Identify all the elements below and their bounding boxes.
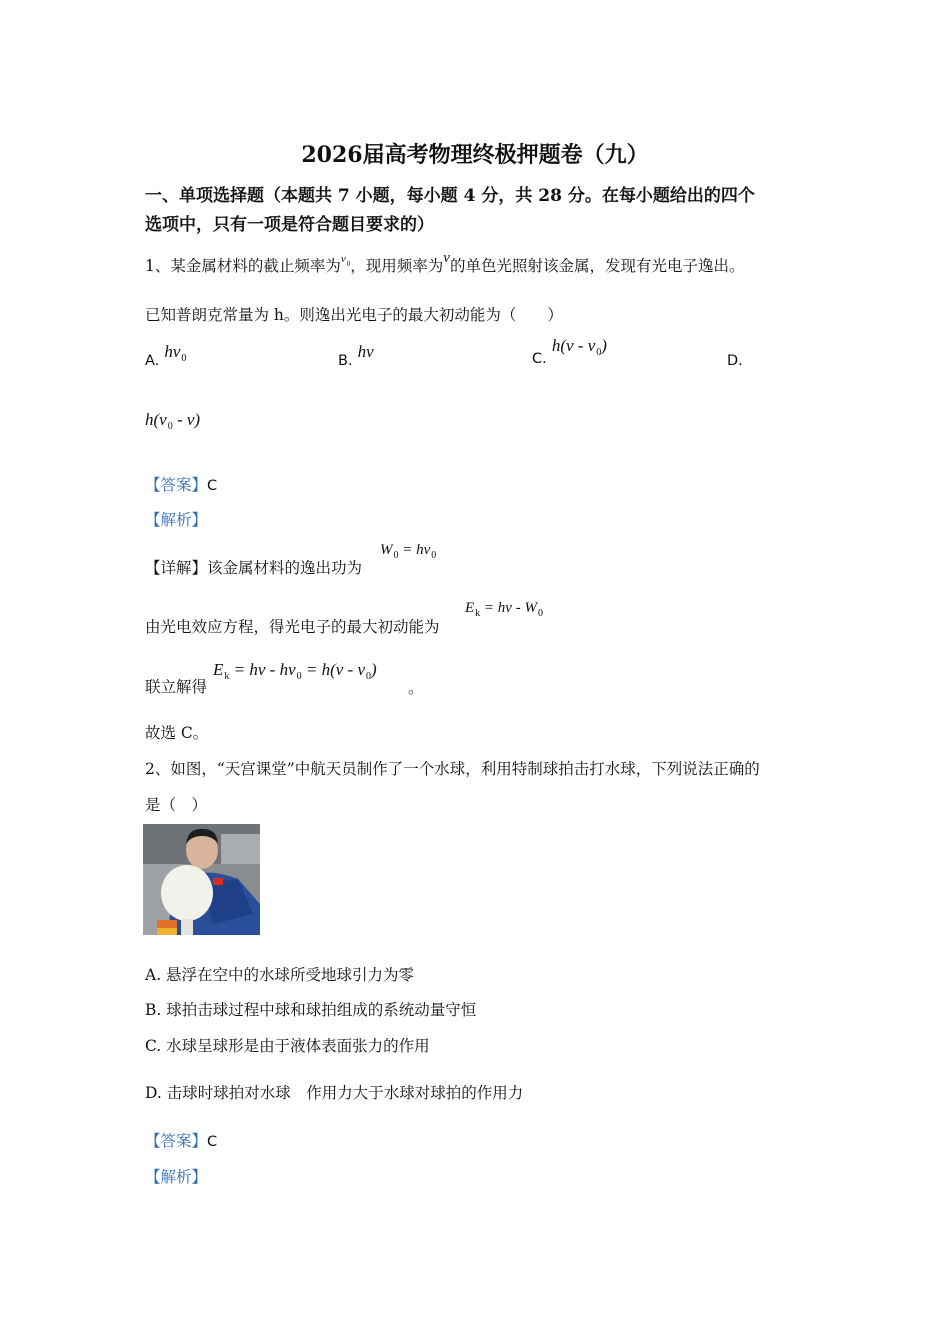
q2-photo-astronaut-water-ball [143, 824, 260, 935]
q1-detail-line3: 联立解得 [145, 678, 208, 696]
q2-option-c[interactable]: C. 水球呈球形是由于液体表面张力的作用 [145, 1037, 430, 1055]
q1-conclusion: 故选 C。 [145, 724, 209, 742]
q2-option-b[interactable]: B. 球拍击球过程中球和球拍组成的系统动量守恒 [145, 1001, 477, 1019]
q1-option-b[interactable]: B. hν [338, 342, 374, 369]
q1-option-d-formula: $h(\nu_0 - \nu)$ [145, 410, 201, 432]
q1-cutoff-frequency-symbol: ν0 [340, 253, 351, 268]
q2-answer: 【答案】C [145, 1132, 218, 1150]
q1-photoelectric-formula: $E_k = h\nu - W_0$ [465, 600, 543, 619]
q2-stem-line1: 2、如图，“天宫课堂”中航天员制作了一个水球，利用特制球拍击打水球，下列说法正确的 [145, 760, 760, 778]
q1-stem-line2: 已知普朗克常量为 h。则逸出光电子的最大初动能为（ ） [145, 306, 563, 324]
q1-option-c-formula: $h(\nu - \nu_0)$ [551, 336, 607, 358]
q1-stem-part3: 的单色光照射该金属，发现有光电子逸出。 [449, 257, 745, 275]
q2-option-a[interactable]: A. 悬浮在空中的水球所受地球引力为零 [145, 966, 415, 984]
page-title: 2026届高考物理终极押题卷（九） [301, 142, 649, 168]
q1-stem-part1: 1、某金属材料的截止频率为 [145, 257, 341, 275]
q1-option-c[interactable]: C. $h(\nu - \nu_0)$ [532, 336, 607, 367]
q1-detail-line2: 由光电效应方程，得光电子的最大初动能为 [145, 618, 440, 636]
q1-analysis-tag: 【解析】 [145, 511, 208, 529]
q1-stem-line1 [145, 250, 745, 277]
q1-work-function-formula: $W_0 = h\nu_0$ [380, 542, 437, 561]
q1-frequency-symbol: ν [443, 250, 450, 266]
q1-solution-formula: $E_k = h\nu - h\nu_0 = h(\nu - \nu_0)$ [213, 660, 377, 682]
q2-option-d[interactable]: D. 击球时球拍对水球 作用力大于水球对球拍的作用力 [145, 1084, 524, 1102]
q1-detail-line3-end: 。 [408, 679, 424, 697]
q2-stem-line2: 是（ ） [145, 796, 208, 814]
section-heading-line2: 选项中，只有一项是符合题目要求的） [145, 215, 434, 235]
q1-option-b-formula: hν [357, 342, 374, 361]
q2-analysis-tag: 【解析】 [145, 1168, 208, 1186]
q1-stem-part2: ，现用频率为 [350, 257, 444, 275]
q1-detail-line1: 【详解】该金属材料的逸出功为 [145, 559, 363, 577]
q1-answer: 【答案】C [145, 476, 218, 494]
q1-option-a-formula: $h\nu_0$ [164, 342, 187, 364]
section-heading-line1: 一、单项选择题（本题共 7 小题，每小题 4 分，共 28 分。在每小题给出的四个 [145, 186, 755, 206]
q1-option-d[interactable]: D. [727, 353, 743, 369]
q1-option-a[interactable]: A. $h\nu_0$ [145, 342, 187, 369]
